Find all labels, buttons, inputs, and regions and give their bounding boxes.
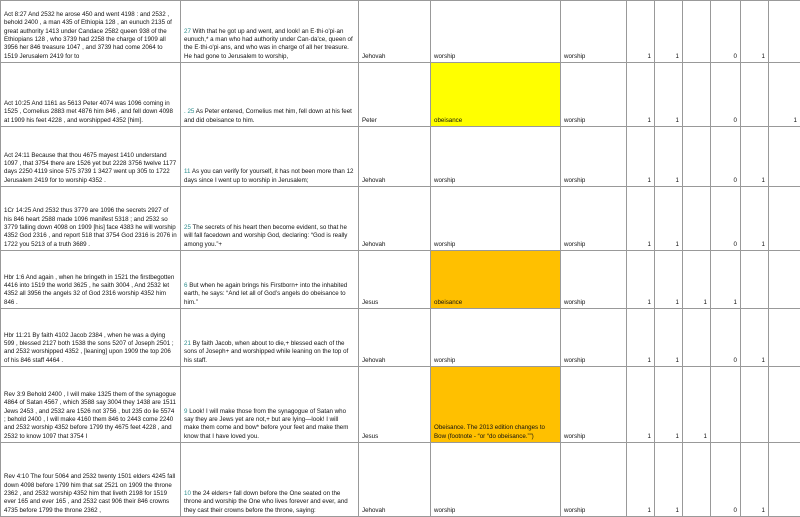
count-cell-1[interactable]: 1 xyxy=(627,1,655,63)
count-cell-5[interactable] xyxy=(741,367,769,443)
count-cell-6[interactable] xyxy=(769,443,800,517)
kjv-text-cell[interactable]: 1Cr 14:25 And 2532 thus 3779 are 1096 the secrets 2927 of his 846 heart 2588 made 1096 manifest 5318 ; and 2532 so 3779 falling down 4098 on 1909 [his] face 4383 he will worship 4352 God 2316 , and report 518 that 3754 God 2316 is 2076 in 1722 you 5213 of a truth 3689 . xyxy=(1,187,181,251)
rendering-cell[interactable]: worship xyxy=(431,127,561,187)
category-cell[interactable]: worship xyxy=(561,63,627,127)
count-cell-6[interactable] xyxy=(769,1,800,63)
count-cell-4[interactable] xyxy=(711,367,741,443)
count-cell-3[interactable] xyxy=(683,187,711,251)
rendering-cell[interactable]: worship xyxy=(431,309,561,367)
count-cell-5[interactable]: 1 xyxy=(741,127,769,187)
verse-number: 6 xyxy=(184,282,187,289)
count-cell-5[interactable] xyxy=(741,251,769,309)
count-cell-2[interactable]: 1 xyxy=(655,443,683,517)
speaker-cell[interactable]: Peter xyxy=(359,63,431,127)
count-cell-3[interactable]: 1 xyxy=(683,251,711,309)
count-cell-3[interactable] xyxy=(683,309,711,367)
table-body xyxy=(1,1,800,517)
kjv-text-cell[interactable]: Act 10:25 And 1161 as 5613 Peter 4074 was 1096 coming in 1525 , Cornelius 2883 met 4876 him 846 , and fell down 4098 at 1909 his feet 4228 , and worshipped 4352 [him]. xyxy=(1,63,181,127)
category-cell[interactable]: worship xyxy=(561,187,627,251)
kjv-text-cell[interactable]: Rev 4:10 The four 5064 and 2532 twenty 1501 elders 4245 fall down 4098 before 1799 him that sat 2521 on 1909 the throne 2362 , and 2532 worship 4352 him that liveth 2198 for 1519 ever 165 and ever 165 , and 2532 cast 906 their 846 crowns 4735 before 1799 the throne 2362 , xyxy=(1,443,181,517)
count-cell-4[interactable]: 0 xyxy=(711,63,741,127)
count-cell-1[interactable]: 1 xyxy=(627,251,655,309)
speaker-cell[interactable]: Jesus xyxy=(359,251,431,309)
category-cell[interactable]: worship xyxy=(561,443,627,517)
verse-text: Look! I will make those from the synagogue of Satan who say they are Jews yet are not,+ but are lying—look! I will make them come and bow* before your feet and make them know that I have loved you. xyxy=(184,408,348,440)
count-cell-4[interactable]: 1 xyxy=(711,251,741,309)
count-cell-1[interactable]: 1 xyxy=(627,127,655,187)
speaker-cell[interactable]: Jehovah xyxy=(359,187,431,251)
count-cell-5[interactable]: 1 xyxy=(741,187,769,251)
table-row xyxy=(1,1,800,63)
rendering-cell[interactable]: obeisance xyxy=(431,63,561,127)
table-row xyxy=(1,187,800,251)
rendering-cell[interactable]: worship xyxy=(431,187,561,251)
count-cell-2[interactable]: 1 xyxy=(655,63,683,127)
rendering-cell[interactable]: obeisance xyxy=(431,251,561,309)
count-cell-6[interactable]: 1 xyxy=(769,63,800,127)
category-cell[interactable]: worship xyxy=(561,367,627,443)
speaker-cell[interactable]: Jehovah xyxy=(359,309,431,367)
verse-text: the 24 elders+ fall down before the One seated on the throne and worship the One who lives forever and ever, and they cast their crowns before the throne, saying: xyxy=(184,490,348,514)
rendering-cell[interactable]: worship xyxy=(431,1,561,63)
count-cell-1[interactable]: 1 xyxy=(627,187,655,251)
count-cell-5[interactable]: 1 xyxy=(741,443,769,517)
verse-text: The secrets of his heart then become evident, so that he will fall facedown and worship God, declaring: “God is really among you.”+ xyxy=(184,224,347,248)
nwt-text-cell[interactable] xyxy=(181,63,359,127)
count-cell-1[interactable]: 1 xyxy=(627,443,655,517)
count-cell-4[interactable]: 0 xyxy=(711,443,741,517)
count-cell-1[interactable]: 1 xyxy=(627,367,655,443)
category-cell[interactable]: worship xyxy=(561,1,627,63)
count-cell-6[interactable] xyxy=(769,367,800,443)
table-row xyxy=(1,251,800,309)
kjv-text-cell[interactable]: Hbr 1:6 And again , when he bringeth in 1521 the firstbegotten 4416 into 1519 the world 3625 , he saith 3004 , And 2532 let 4352 all 3956 the angels 32 of God 2316 worship 4352 him 846 . xyxy=(1,251,181,309)
count-cell-2[interactable]: 1 xyxy=(655,367,683,443)
count-cell-5[interactable] xyxy=(741,63,769,127)
table-row xyxy=(1,63,800,127)
verse-number: 27 xyxy=(184,28,191,35)
kjv-text-cell[interactable]: Act 24:11 Because that thou 4675 mayest 1410 understand 1097 , that 3754 there are 1526 yet but 2228 3756 twelve 1177 days 2250 4119 since 575 3739 1 3427 went up 305 to 1722 Jerusalem 2419 for to worship 4352 . xyxy=(1,127,181,187)
nwt-text-cell[interactable] xyxy=(181,251,359,309)
kjv-text-cell[interactable]: Act 8:27 And 2532 he arose 450 and went 4198 : and 2532 , behold 2400 , a man 435 of Ethiopia 128 , an eunuch 2135 of great authority 1413 under Candace 2582 queen 938 of the Ethiopians 128 , who 3739 had 2258 the charge of 1909 all 3956 her 846 treasure 1047 , and 3739 had come 2064 to 1519 Jerusalem 2419 for to xyxy=(1,1,181,63)
verse-text: As you can verify for yourself, it has not been more than 12 days since I went up to worship in Jerusalem; xyxy=(184,168,353,183)
count-cell-6[interactable] xyxy=(769,251,800,309)
speaker-cell[interactable]: Jehovah xyxy=(359,1,431,63)
count-cell-3[interactable] xyxy=(683,63,711,127)
table-row xyxy=(1,367,800,443)
count-cell-5[interactable]: 1 xyxy=(741,1,769,63)
count-cell-2[interactable]: 1 xyxy=(655,251,683,309)
count-cell-3[interactable] xyxy=(683,1,711,63)
count-cell-6[interactable] xyxy=(769,127,800,187)
table-row xyxy=(1,443,800,517)
count-cell-4[interactable]: 0 xyxy=(711,1,741,63)
verse-number: 9 xyxy=(184,408,187,415)
speaker-cell[interactable]: Jesus xyxy=(359,367,431,443)
rendering-cell[interactable]: worship xyxy=(431,443,561,517)
count-cell-6[interactable] xyxy=(769,309,800,367)
verse-number: . 25 xyxy=(184,108,194,115)
count-cell-2[interactable]: 1 xyxy=(655,1,683,63)
nwt-text-cell[interactable] xyxy=(181,1,359,63)
category-cell[interactable]: worship xyxy=(561,127,627,187)
verse-number: 11 xyxy=(184,168,190,175)
count-cell-4[interactable]: 0 xyxy=(711,127,741,187)
table-row xyxy=(1,309,800,367)
nwt-text-cell[interactable] xyxy=(181,127,359,187)
count-cell-1[interactable]: 1 xyxy=(627,63,655,127)
verse-number: 21 xyxy=(184,340,191,347)
nwt-text-cell[interactable] xyxy=(181,443,359,517)
count-cell-3[interactable] xyxy=(683,127,711,187)
kjv-text-cell[interactable]: Rev 3:9 Behold 2400 , I will make 1325 them of the synagogue 4864 of Satan 4567 , which 3588 say 3004 they 1438 are 1511 Jews 2453 , and 2532 are 1526 not 3756 , but 235 do lie 5574 ; behold 2400 , I will make 4160 them 846 to 2443 come 2240 and 2532 worship 4352 before 1799 thy 4675 feet 4228 , and 2532 to know 1097 that 3754 I xyxy=(1,367,181,443)
verse-text: By faith Jacob, when about to die,+ blessed each of the sons of Joseph+ and worshipped while leaning on the top of his staff. xyxy=(184,340,348,364)
speaker-cell[interactable]: Jehovah xyxy=(359,443,431,517)
count-cell-3[interactable] xyxy=(683,443,711,517)
nwt-text-cell[interactable] xyxy=(181,367,359,443)
verse-number: 25 xyxy=(184,224,191,231)
table-row xyxy=(1,127,800,187)
verse-text: As Peter entered, Cornelius met him, fell down at his feet and did obeisance to him. xyxy=(184,108,352,123)
nwt-text-cell[interactable] xyxy=(181,309,359,367)
rendering-cell[interactable]: Obeisance. The 2013 edition changes to Bow (footnote - “or “do obeisance.””) xyxy=(431,367,561,443)
verse-text: But when he again brings his Firstborn+ into the inhabited earth, he says: “And let all of God’s angels do obeisance to him.” xyxy=(184,282,347,306)
count-cell-1[interactable]: 1 xyxy=(627,309,655,367)
verse-text: With that he got up and went, and look! an E·thi·o'pi·an eunuch,* a man who had authority under Can·da'ce, queen of the E·thi·o'pi·ans, and who was in charge of all her treasure. He had gone to Jerusalem to worship, xyxy=(184,28,353,60)
category-cell[interactable]: worship xyxy=(561,309,627,367)
count-cell-6[interactable] xyxy=(769,187,800,251)
verse-number: 10 xyxy=(184,490,191,497)
count-cell-4[interactable]: 0 xyxy=(711,309,741,367)
count-cell-2[interactable]: 1 xyxy=(655,127,683,187)
count-cell-2[interactable]: 1 xyxy=(655,187,683,251)
count-cell-2[interactable]: 1 xyxy=(655,309,683,367)
nwt-text-cell[interactable] xyxy=(181,187,359,251)
count-cell-5[interactable]: 1 xyxy=(741,309,769,367)
count-cell-3[interactable]: 1 xyxy=(683,367,711,443)
count-cell-4[interactable]: 0 xyxy=(711,187,741,251)
kjv-text-cell[interactable]: Hbr 11:21 By faith 4102 Jacob 2384 , when he was a dying 599 , blessed 2127 both 1538 the sons 5207 of Joseph 2501 ; and 2532 worshipped 4352 , [leaning] upon 1909 the top 206 of his 846 staff 4464 . xyxy=(1,309,181,367)
category-cell[interactable]: worship xyxy=(561,251,627,309)
speaker-cell[interactable]: Jehovah xyxy=(359,127,431,187)
